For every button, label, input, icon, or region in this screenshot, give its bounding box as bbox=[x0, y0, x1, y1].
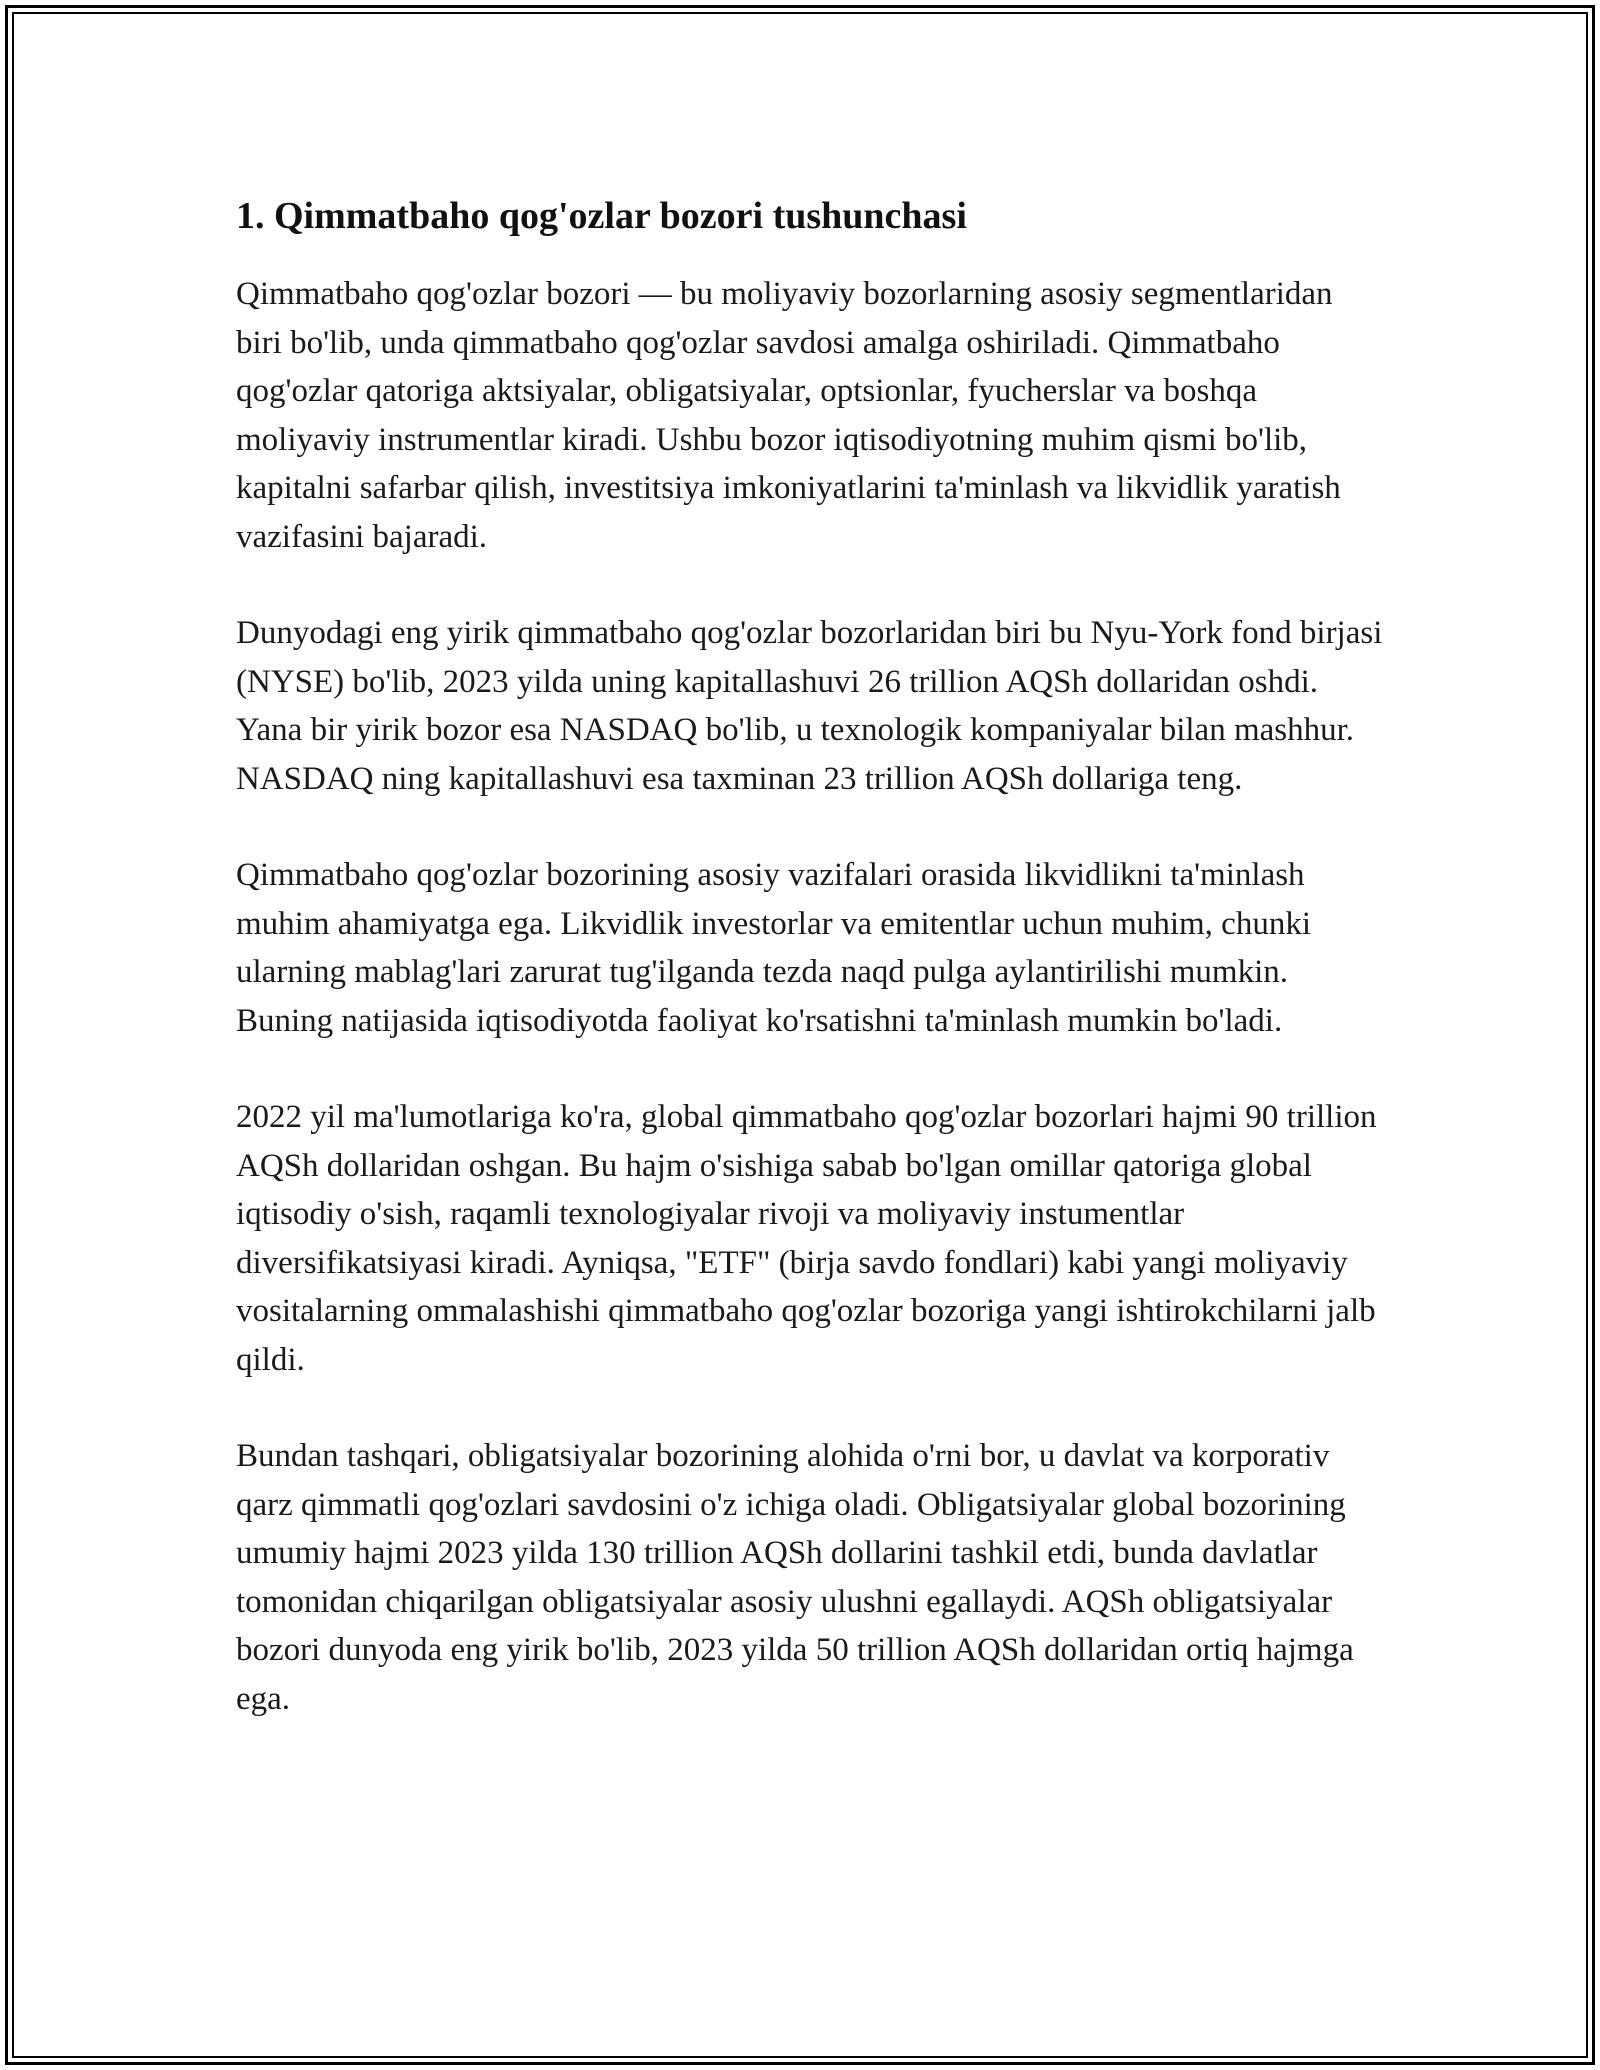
paragraph-3: Qimmatbaho qog'ozlar bozorining asosiy vazifalari orasida likvidlikni ta'minlash muhim ahamiyatga ega. Likvidlik investorlar va emitentlar uchun muhim, chunki ularning mablag'lari zarurat tug'ilganda tezda naqd pulga aylantirilishi mumkin. Buning natijasida iqtisodiyotda faoliyat ko'rsatishni ta'minlash mumkin bo'ladi. bbox=[236, 857, 1311, 1039]
paragraph-2: Dunyodagi eng yirik qimmatbaho qog'ozlar bozorlaridan biri bu Nyu-York fond birjasi (NYSE) bo'lib, 2023 yilda uning kapitallashuvi 26 trillion AQSh dollaridan oshdi. Yana bir yirik bozor esa NASDAQ bo'lib, u texnologik kompaniyalar bilan mashhur. NASDAQ ning kapitallashuvi esa taxminan 23 trillion AQSh dollariga teng. bbox=[236, 615, 1383, 797]
paragraph-1: Qimmatbaho qog'ozlar bozori — bu moliyaviy bozorlarning asosiy segmentlaridan biri bo'lib, unda qimmatbaho qog'ozlar savdosi amalga oshiriladi. Qimmatbaho qog'ozlar qatoriga aktsiyalar, obligatsiyalar, optsionlar, fyucherslar va boshqa moliyaviy instrumentlar kiradi. Ushbu bozor iqtisodiyotning muhim qismi bo'lib, kapitalni safarbar qilish, investitsiya imkoniyatlarini ta'minlash va likvidlik yaratish vazifasini bajaradi. bbox=[236, 276, 1341, 555]
section-title: 1. Qimmatbaho qog'ozlar bozori tushunchasi bbox=[236, 195, 967, 237]
paragraph-4: 2022 yil ma'lumotlariga ko'ra, global qimmatbaho qog'ozlar bozorlari hajmi 90 trillion AQSh dollaridan oshgan. Bu hajm o'sishiga sabab bo'lgan omillar qatoriga global iqtisodiy o'sish, raqamli texnologiyalar rivoji va moliyaviy instumentlar diversifikatsiyasi kiradi. Ayniqsa, "ETF" (birja savdo fondlari) kabi yangi moliyaviy vositalarning ommalashishi qimmatbaho qog'ozlar bozoriga yangi ishtirokchilarni jalb qildi. bbox=[236, 1099, 1377, 1378]
document-body bbox=[236, 182, 1386, 1771]
paragraph-5: Bundan tashqari, obligatsiyalar bozorining alohida o'rni bor, u davlat va korporativ qarz qimmatli qog'ozlari savdosini o'z ichiga oladi. Obligatsiyalar global bozorining umumiy hajmi 2023 yilda 130 trillion AQSh dollarini tashkil etdi, bunda davlatlar tomonidan chiqarilgan obligatsiyalar asosiy ulushni egallaydi. AQSh obligatsiyalar bozori dunyoda eng yirik bo'lib, 2023 yilda 50 trillion AQSh dollaridan ortiq hajmga ega. bbox=[236, 1438, 1354, 1717]
